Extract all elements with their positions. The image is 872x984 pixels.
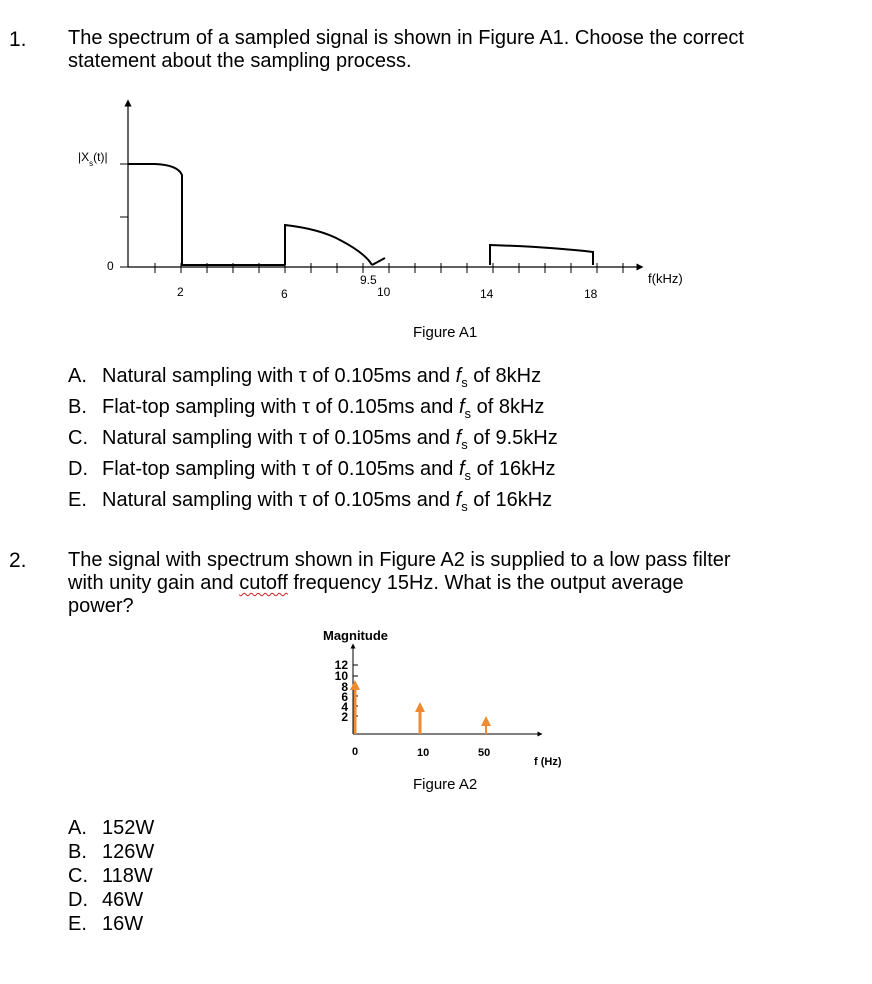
a2-impulse-0: [350, 680, 360, 734]
q1-number: 1.: [9, 28, 27, 51]
a1-tick-label-6: 6: [281, 287, 288, 301]
a2-y-tick-6: 6: [341, 690, 348, 704]
figure-a2-chart: [300, 620, 600, 780]
a2-impulse-50: [481, 716, 491, 734]
a1-tick-label-9.5: 9.5: [360, 273, 377, 287]
a1-y-label: $|X_s(t)|$: [78, 150, 108, 168]
q1-option-e[interactable]: E. Natural sampling with τ of 0.105ms and $f_s$ of 16kHz: [68, 489, 553, 514]
q2-option-e[interactable]: E. 16W: [68, 913, 144, 935]
spellcheck-underline: cutoff: [239, 572, 288, 594]
a1-segment-baseband: [128, 164, 285, 265]
a2-x-label: f (Hz): [534, 756, 562, 768]
q2-text-line2: with unity gain and cutoff frequency 15Hz. What is the output average: [68, 572, 684, 594]
a1-segment-9.5-10: [372, 258, 385, 265]
a1-zero-label: 0: [107, 259, 114, 273]
q1-text: [68, 27, 744, 73]
a1-x-label: f(kHz): [648, 271, 683, 286]
q2-number: 2.: [9, 549, 27, 572]
a1-tick-label-2: 2: [177, 285, 184, 299]
a1-tick-label-14: 14: [480, 287, 494, 301]
q2-text-line1: The signal with spectrum shown in Figure A2 is supplied to a low pass filter: [68, 549, 731, 571]
q1-text-line2: statement about the sampling process.: [68, 50, 412, 72]
figure-a1-chart: [0, 95, 720, 315]
figure-a1-caption: Figure A1: [413, 324, 478, 341]
q1-text-line1: The spectrum of a sampled signal is shown in Figure A1. Choose the correct: [68, 27, 744, 49]
q1-option-a[interactable]: A. Natural sampling with τ of 0.105ms and $f_s$ of 8kHz: [68, 365, 542, 390]
a2-x-tick-10: 10: [417, 747, 430, 759]
q2-text: [68, 549, 731, 618]
q2-option-c[interactable]: C. 118W: [68, 865, 153, 887]
a2-y-tick-12: 12: [334, 658, 348, 672]
a1-tick-label-10: 10: [377, 285, 391, 299]
a2-impulse-10: [415, 702, 425, 734]
a2-title: Magnitude: [323, 628, 388, 643]
q2-options: [68, 816, 154, 936]
a2-x-tick-0: 0: [352, 746, 359, 758]
a2-y-tick-2: 2: [341, 710, 348, 724]
q2-option-d[interactable]: D. 46W: [68, 889, 144, 911]
a1-tick-label-18: 18: [584, 287, 598, 301]
q1-option-c[interactable]: C. Natural sampling with τ of 0.105ms and $f_s$ of 9.5kHz: [68, 427, 558, 452]
q2-text-line3: power?: [68, 595, 134, 617]
a1-segment-14-18: [490, 245, 593, 265]
q2-option-a[interactable]: A. 152W: [68, 817, 155, 839]
a2-x-tick-50: 50: [478, 747, 491, 759]
q1-option-d[interactable]: D. Flat-top sampling with τ of 0.105ms and $f_s$ of 16kHz: [68, 458, 556, 483]
q1-options: [68, 364, 558, 519]
figure-a2-caption: Figure A2: [413, 776, 478, 793]
a1-segment-6-9.5: [285, 225, 372, 265]
a2-y-tick-8: 8: [341, 680, 348, 694]
a2-y-tick-10: 10: [334, 669, 348, 683]
a2-y-tick-4: 4: [341, 700, 348, 714]
q1-option-b[interactable]: B. Flat-top sampling with τ of 0.105ms and $f_s$ of 8kHz: [68, 396, 545, 421]
q2-option-b[interactable]: B. 126W: [68, 841, 155, 863]
